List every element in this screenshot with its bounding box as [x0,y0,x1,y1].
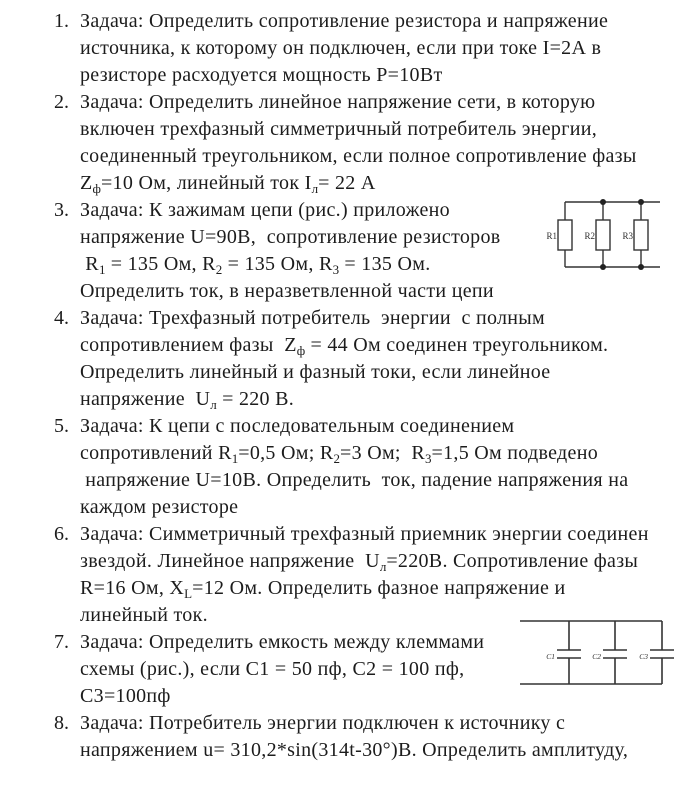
capacitor-c2-label: C2 [592,652,601,661]
problem-text-line: $R_1 = 135$ Ом, $R_2 = 135$ Ом, $R_3 = 135$ Ом. [80,253,431,277]
problem-text-line: Задача: Определить емкость между клеммами [80,631,485,653]
problem-text-line: сопротивлений $R_1=0,5$ Ом; $R_2=3$ Ом; $R_3=1,5$ Ом подведено [80,442,598,466]
problem-text-line: резисторе расходуется мощность Р=10Вт [80,64,443,86]
problem-item-8 [0,710,694,764]
resistor-r1-label: R1 [546,231,557,241]
problem-text-line: Определить линейный и фазный токи, если линейное [80,361,551,383]
problem-text-line: напряжением u= 310,2*sin(314t-30°)В. Определить амплитуду, [80,739,629,761]
problem-item-2 [0,89,694,197]
capacitor-c3-label: C3 [639,652,648,661]
problem-text-line: напряжение U=10В. Определить ток, падение напряжения на [80,469,629,491]
junction-dot [600,264,606,270]
capacitor-c1-symbol [557,621,581,684]
problem-text-line: Задача: К цепи с последовательным соединением [80,415,515,437]
resistor-r1-symbol [558,220,572,250]
capacitor-c3-symbol [650,621,674,684]
resistor-r3-symbol [634,220,648,250]
resistor-r3-label: R3 [622,231,633,241]
capacitor-c1-label: C1 [546,652,555,661]
problem-text-line: R=16 Ом, $X_L=12$ Ом. Определить фазное напряжение и [80,577,566,601]
problem-number: 7. [54,631,69,653]
problem-text-line: Задача: Потребитель энергии подключен к источнику с [80,712,566,734]
problem-number: 6. [54,523,69,545]
problem-text-line: напряжение U=90В, сопротивление резисторов [80,226,501,248]
junction-dot [600,199,606,205]
problem-text-line: сопротивлением фазы $Z_ф = 44$ Ом соединен треугольником. [80,334,609,358]
problem-text-line: соединенный треугольником, если полное сопротивление фазы [80,145,637,167]
problem-text-line: Задача: Трехфазный потребитель энергии с полным [80,307,545,329]
problem-item-6 [0,521,694,629]
problem-text-line: звездой. Линейное напряжение $U_л=220В$. Сопротивление фазы [80,550,639,574]
problem-number: 3. [54,199,69,221]
problem-number: 5. [54,415,69,437]
capacitor-circuit-diagram [514,614,694,694]
problem-text-line: Задача: Определить линейное напряжение сети, в которую [80,91,596,113]
problem-text-line: напряжение $U_л = 220$ В. [80,388,295,412]
problem-text-line: Определить ток, в неразветвленной части цепи [80,280,494,302]
junction-dot [638,264,644,270]
problem-text-line: источника, к которому он подключен, если при токе I=2А в [80,37,602,59]
capacitor-c2-symbol [603,621,627,684]
problem-text-line: каждом резисторе [80,496,239,518]
problem-text-line: Задача: Симметричный трехфазный приемник энергии соединен [80,523,649,545]
resistor-r2-symbol [596,220,610,250]
problem-text-line: схемы (рис.), если С1 = 50 пф, С2 = 100 пф, [80,658,465,680]
problem-text-line: Задача: Определить сопротивление резистора и напряжение [80,10,609,32]
problem-text-line: $Z_ф=10$ Ом, линейный ток $I_л= 22$ А [80,172,376,196]
resistor-r2-label: R2 [584,231,595,241]
problem-text-line: включен трехфазный симметричный потребитель энергии, [80,118,598,140]
problem-number: 8. [54,712,69,734]
problem-text-line: линейный ток. [80,604,208,626]
problem-text-line: Задача: К зажимам цепи (рис.) приложено [80,199,450,221]
problem-number: 1. [54,10,69,32]
problem-item-5 [0,413,694,521]
problem-number: 4. [54,307,69,329]
problem-number: 2. [54,91,69,113]
resistor-circuit-diagram [538,194,694,278]
problem-text-line: С3=100пф [80,685,171,707]
problem-item-4 [0,305,694,413]
problem-item-1 [0,8,694,89]
junction-dot [638,199,644,205]
